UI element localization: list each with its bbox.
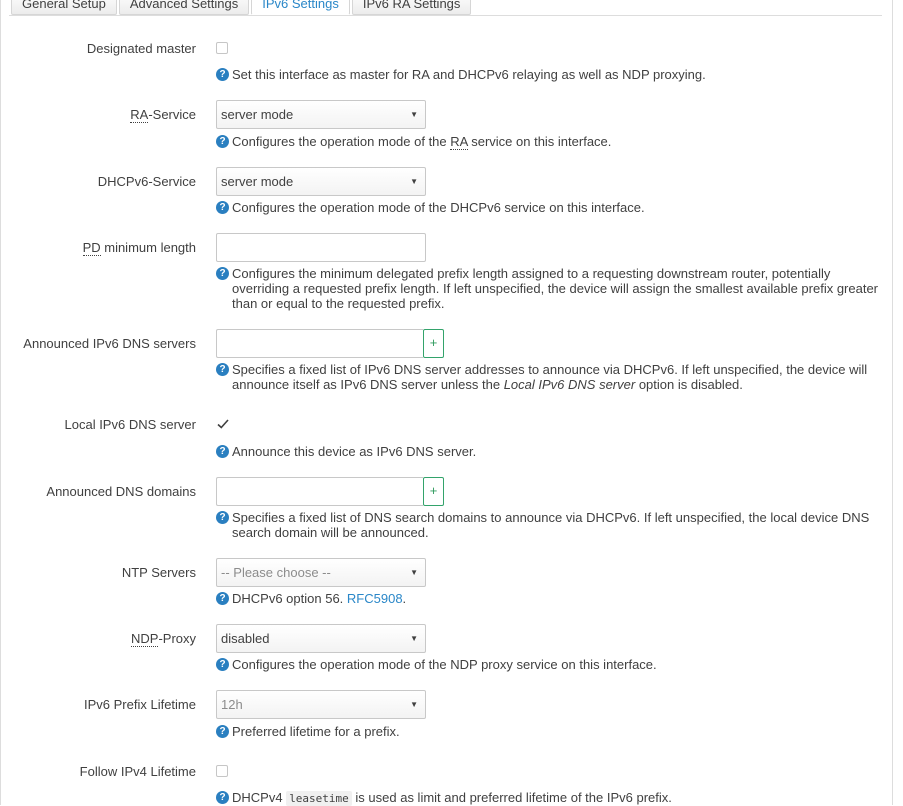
designated-master-checkbox[interactable] <box>216 42 228 54</box>
help-icon: ? <box>216 725 229 738</box>
announced-dns-domains-input[interactable] <box>216 477 423 506</box>
help-icon: ? <box>216 201 229 214</box>
help-icon: ? <box>216 791 229 804</box>
tab-ipv6-settings[interactable]: IPv6 Settings <box>251 0 350 15</box>
follow-ipv4-checkbox[interactable] <box>216 765 228 777</box>
tab-general-setup[interactable]: General Setup <box>11 0 117 15</box>
follow-ipv4-help: ? DHCPv4 leasetime is used as limit and preferred lifetime of the IPv6 prefix. <box>216 790 886 806</box>
designated-master-label: Designated master <box>86 41 196 56</box>
pd-min-length-input[interactable] <box>216 233 426 262</box>
help-icon: ? <box>216 445 229 458</box>
chevron-down-icon: ▼ <box>410 177 418 186</box>
leasetime-code: leasetime <box>286 791 352 806</box>
help-icon: ? <box>216 68 229 81</box>
dhcpv6-service-label: DHCPv6-Service <box>97 174 196 189</box>
announced-dns-servers-input[interactable] <box>216 329 423 358</box>
chevron-down-icon: ▼ <box>410 568 418 577</box>
pd-min-length-label: PD minimum length <box>82 240 196 255</box>
help-icon: ? <box>216 363 229 376</box>
help-icon: ? <box>216 267 229 280</box>
ntp-servers-label: NTP Servers <box>121 565 196 580</box>
chevron-down-icon: ▼ <box>410 634 418 643</box>
add-dns-domain-button[interactable]: + <box>423 477 444 506</box>
prefix-lifetime-label: IPv6 Prefix Lifetime <box>84 697 196 712</box>
add-dns-server-button[interactable]: + <box>423 329 444 358</box>
tab-ipv6-ra-settings[interactable]: IPv6 RA Settings <box>352 0 472 15</box>
ndp-proxy-select[interactable]: disabled ▼ <box>216 624 426 653</box>
ndp-proxy-label: NDP-Proxy <box>130 631 196 646</box>
announced-dns-servers-label: Announced IPv6 DNS servers <box>23 336 196 351</box>
announced-dns-domains-help: ? Specifies a fixed list of DNS search domains to announce via DHCPv6. If left unspecified, the local device DNS search domain will be announced. <box>216 510 886 540</box>
chevron-down-icon: ▼ <box>410 110 418 119</box>
tab-advanced-settings[interactable]: Advanced Settings <box>119 0 249 15</box>
local-dns-server-help: ? Announce this device as IPv6 DNS server. <box>216 444 886 459</box>
dhcpv6-service-help: ? Configures the operation mode of the DHCPv6 service on this interface. <box>216 200 886 215</box>
pd-min-length-help: ? Configures the minimum delegated prefix length assigned to a requesting downstream router, potentially overriding a requested prefix length. If left unspecified, the device will assign the smallest available prefix greater than or equal to the requested prefix. <box>216 266 886 311</box>
prefix-lifetime-select[interactable]: 12h ▼ <box>216 690 426 719</box>
ra-service-label: RA-Service <box>130 107 196 122</box>
ra-service-help: ? Configures the operation mode of the RA service on this interface. <box>216 134 886 149</box>
local-dns-server-checkbox[interactable] <box>216 417 230 431</box>
designated-master-help: ? Set this interface as master for RA and DHCPv6 relaying as well as NDP proxying. <box>216 67 886 82</box>
chevron-down-icon: ▼ <box>410 700 418 709</box>
tab-bar <box>11 0 892 16</box>
check-icon <box>216 417 230 431</box>
ra-service-select[interactable]: server mode ▼ <box>216 100 426 129</box>
help-icon: ? <box>216 592 229 605</box>
prefix-lifetime-help: ? Preferred lifetime for a prefix. <box>216 724 886 739</box>
help-icon: ? <box>216 511 229 524</box>
ndp-proxy-help: ? Configures the operation mode of the NDP proxy service on this interface. <box>216 657 886 672</box>
ntp-servers-select[interactable]: -- Please choose -- ▼ <box>216 558 426 587</box>
help-icon: ? <box>216 135 229 148</box>
announced-dns-servers-help: ? Specifies a fixed list of IPv6 DNS server addresses to announce via DHCPv6. If left unspecified, the device will announce itself as IPv6 DNS server unless the Local IPv6 DNS server option is disabled. <box>216 362 886 392</box>
dhcpv6-service-select[interactable]: server mode ▼ <box>216 167 426 196</box>
local-dns-server-label: Local IPv6 DNS server <box>64 417 196 432</box>
announced-dns-domains-label: Announced DNS domains <box>46 484 196 499</box>
help-icon: ? <box>216 658 229 671</box>
follow-ipv4-label: Follow IPv4 Lifetime <box>79 764 196 779</box>
ntp-servers-help: ? DHCPv6 option 56. RFC5908. <box>216 591 886 606</box>
rfc5908-link[interactable]: RFC5908 <box>346 591 403 606</box>
